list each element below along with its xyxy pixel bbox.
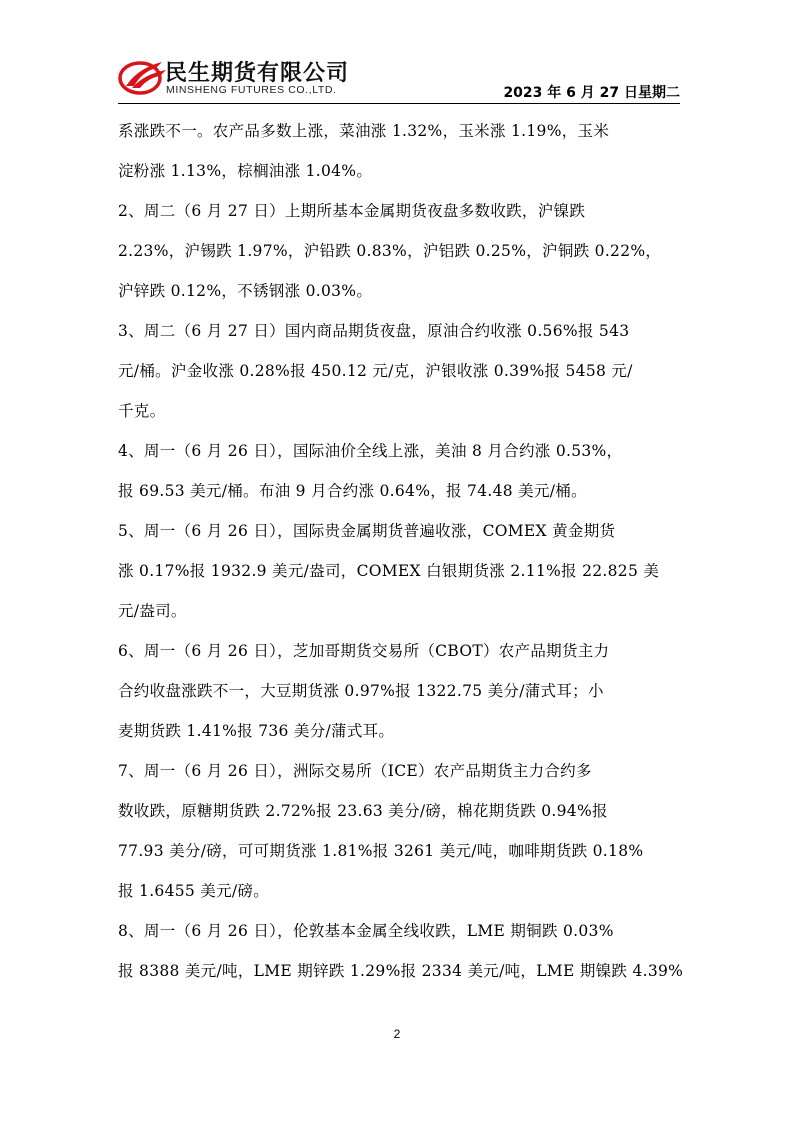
page-number: 2 <box>393 1027 401 1041</box>
text-line: 合约收盘涨跌不一，大豆期货涨 0.97%报 1322.75 美分/蒲式耳；小 <box>118 682 604 700</box>
text-line: 8、周一（6 月 26 日），伦敦基本金属全线收跌，LME 期铜跌 0.03% <box>118 922 614 940</box>
text-line: 数收跌，原糖期货跌 2.72%报 23.63 美分/磅，棉花期货跌 0.94%报 <box>118 802 608 820</box>
text-line: 4、周一（6 月 26 日），国际油价全线上涨，美油 8 月合约涨 0.53%， <box>118 442 623 460</box>
text-line: 沪锌跌 0.12%，不锈钢涨 0.03%。 <box>118 282 373 300</box>
page-header <box>118 52 680 104</box>
text-line: 报 8388 美元/吨，LME 期锌跌 1.29%报 2334 美元/吨，LME 期镍跌 4.39% <box>118 962 684 980</box>
report-date: 2023 年 6 月 27 日星期二 <box>503 85 680 101</box>
text-line: 3、周二（6 月 27 日）国内商品期货夜盘，原油合约收涨 0.56%报 543 <box>118 322 630 340</box>
company-name-en: MINSHENG FUTURES CO.,LTD. <box>166 84 337 96</box>
text-line: 淀粉涨 1.13%，棕榈油涨 1.04%。 <box>118 162 373 180</box>
company-name-cn: 民生期货有限公司 <box>165 61 350 86</box>
text-line: 2.23%，沪锡跌 1.97%，沪铅跌 0.83%，沪铝跌 0.25%，沪铜跌 0.22%， <box>118 242 662 260</box>
text-line: 2、周二（6 月 27 日）上期所基本金属期货夜盘多数收跌，沪镍跌 <box>118 202 586 220</box>
text-line: 元/盎司。 <box>118 602 187 620</box>
text-line: 涨 0.17%报 1932.9 美元/盎司，COMEX 白银期货涨 2.11%报 22.825 美 <box>118 562 660 580</box>
header-divider <box>118 103 680 104</box>
minsheng-logo-icon <box>118 56 168 96</box>
text-line: 报 69.53 美元/桶。布油 9 月合约涨 0.64%，报 74.48 美元/桶。 <box>118 482 587 500</box>
report-body <box>118 112 683 992</box>
text-line: 5、周一（6 月 26 日），国际贵金属期货普遍收涨，COMEX 黄金期货 <box>118 522 616 540</box>
text-line: 77.93 美分/磅，可可期货涨 1.81%报 3261 美元/吨，咖啡期货跌 0.18% <box>118 842 644 860</box>
text-line: 元/桶。沪金收涨 0.28%报 450.12 元/克，沪银收涨 0.39%报 5458 元/ <box>118 362 633 380</box>
text-line: 7、周一（6 月 26 日），洲际交易所（ICE）农产品期货主力合约多 <box>118 762 592 780</box>
text-line: 千克。 <box>118 402 166 420</box>
text-line: 报 1.6455 美元/磅。 <box>118 882 270 900</box>
text-line: 麦期货跌 1.41%报 736 美分/蒲式耳。 <box>118 722 395 740</box>
text-line: 系涨跌不一。农产品多数上涨，菜油涨 1.32%，玉米涨 1.19%，玉米 <box>118 122 610 140</box>
text-line: 6、周一（6 月 26 日），芝加哥期货交易所（CBOT）农产品期货主力 <box>118 642 610 660</box>
